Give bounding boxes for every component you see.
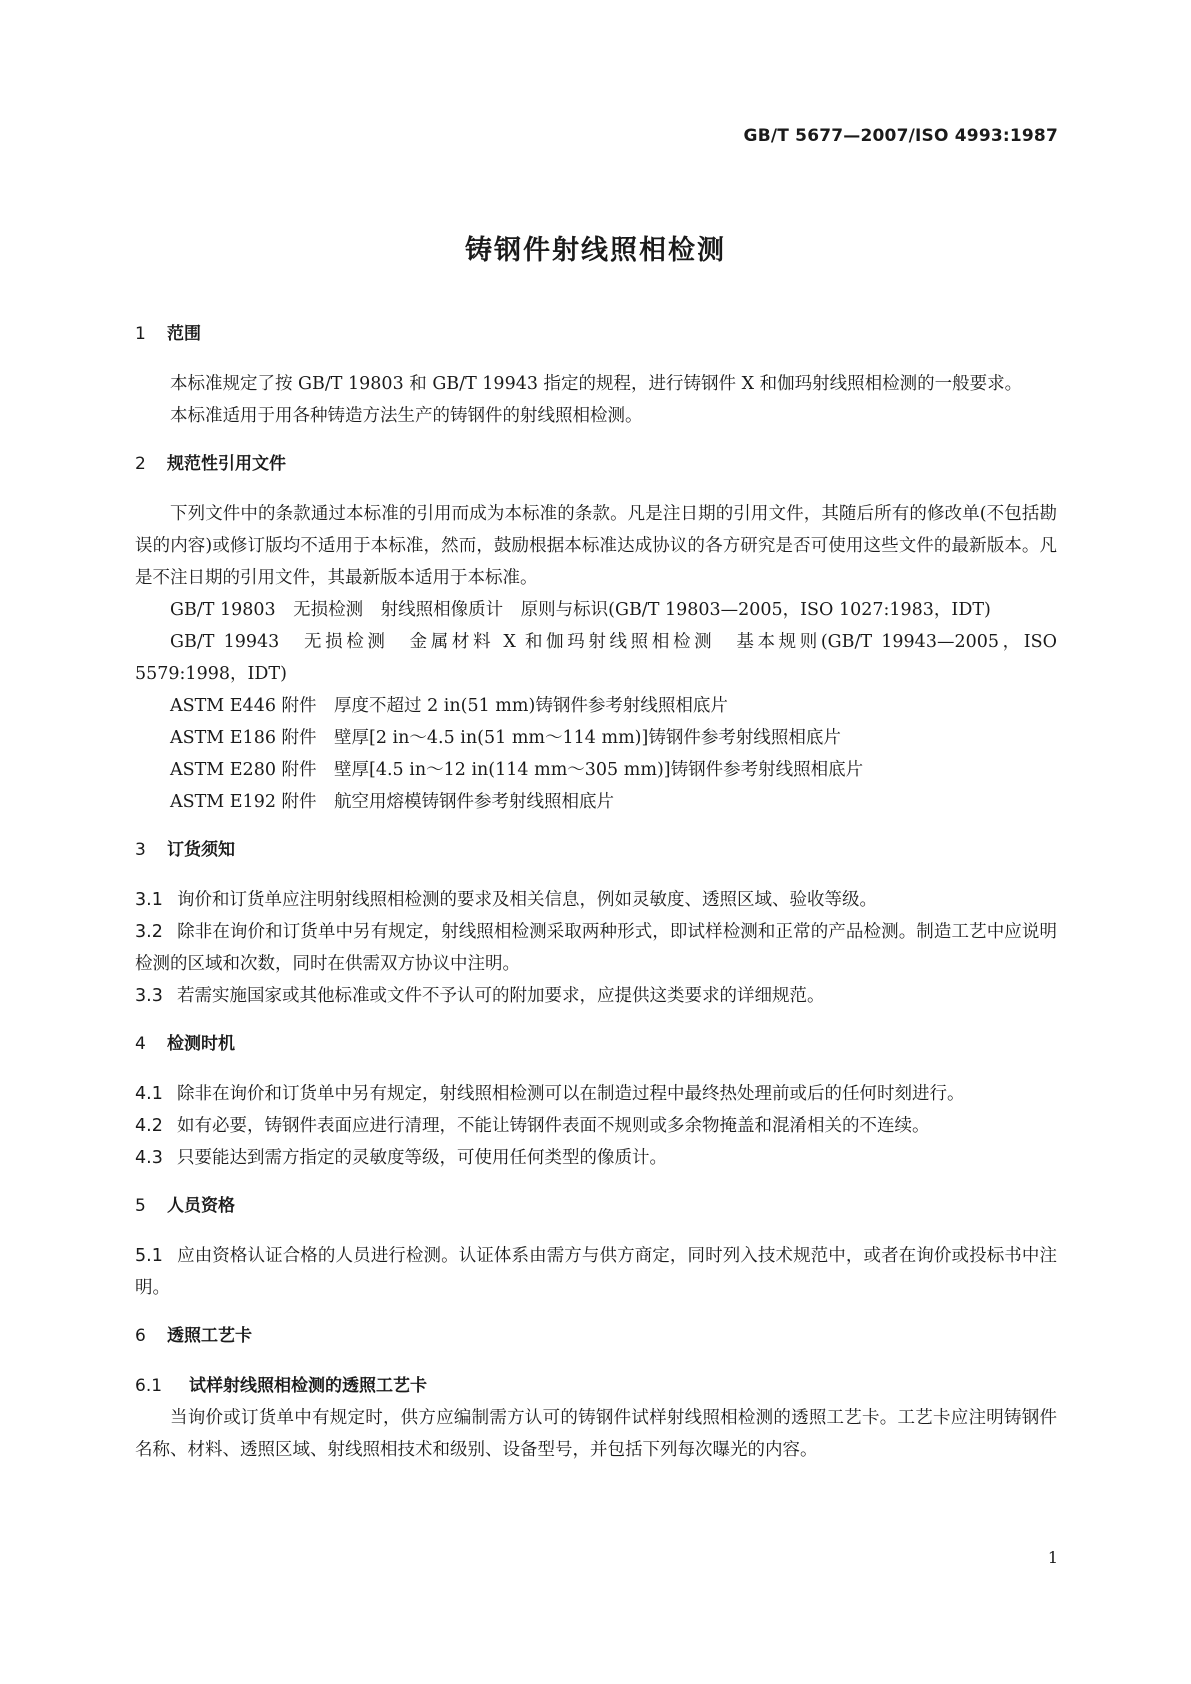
section-heading bbox=[135, 448, 1057, 480]
reference-entry: ASTM E186 附件 壁厚[2 in～4.5 in(51 mm～114 mm)]铸钢件参考射线照相底片 bbox=[170, 728, 841, 748]
clause-number: 5.1 bbox=[135, 1246, 163, 1266]
clause-number: 3.1 bbox=[135, 890, 163, 910]
section-number: 2 bbox=[135, 454, 146, 474]
reference-entry: ASTM E192 附件 航空用熔模铸钢件参考射线照相底片 bbox=[170, 792, 615, 812]
standard-number: GB/T 5677—2007/ISO 4993:1987 bbox=[743, 126, 1058, 146]
section-number: 6 bbox=[135, 1326, 146, 1346]
clause-text: 除非在询价和订货单中另有规定，射线照相检测可以在制造过程中最终热处理前或后的任何时刻进行。 bbox=[177, 1084, 965, 1104]
section-title: 检测时机 bbox=[167, 1034, 235, 1054]
document-body bbox=[135, 318, 1057, 1482]
section-heading bbox=[135, 1190, 1057, 1222]
section-inspection-timing bbox=[135, 1028, 1057, 1174]
clause bbox=[135, 980, 1057, 1012]
clause-text: 若需实施国家或其他标准或文件不予认可的附加要求，应提供这类要求的详细规范。 bbox=[177, 986, 825, 1006]
section-title: 人员资格 bbox=[167, 1196, 235, 1216]
section-title: 范围 bbox=[167, 324, 201, 344]
clause-text: 询价和订货单应注明射线照相检测的要求及相关信息，例如灵敏度、透照区域、验收等级。 bbox=[177, 890, 877, 910]
reference-entry: ASTM E446 附件 厚度不超过 2 in(51 mm)铸钢件参考射线照相底片 bbox=[170, 696, 728, 716]
clause bbox=[135, 1142, 1057, 1174]
section-heading bbox=[135, 1320, 1057, 1352]
paragraph: 本标准适用于用各种铸造方法生产的铸钢件的射线照相检测。 bbox=[170, 406, 643, 426]
clause-number: 4.2 bbox=[135, 1116, 163, 1136]
document-title: 铸钢件射线照相检测 bbox=[465, 235, 726, 266]
clause-number: 4.1 bbox=[135, 1084, 163, 1104]
subsection-number: 6.1 bbox=[135, 1376, 163, 1396]
clause-text: 应由资格认证合格的人员进行检测。认证体系由需方与供方商定，同时列入技术规范中，或者在询价或投标书中注明。 bbox=[135, 1246, 1057, 1298]
clause-number: 3.3 bbox=[135, 986, 163, 1006]
section-normative-references bbox=[135, 448, 1057, 818]
section-personnel-qualification bbox=[135, 1190, 1057, 1304]
section-heading bbox=[135, 1028, 1057, 1060]
reference-entry: GB/T 19943 无损检测 金属材料 X 和伽玛射线照相检测 基本规则(GB/T 19943—2005，ISO 5579:1998，IDT) bbox=[135, 632, 1057, 684]
clause bbox=[135, 1078, 1057, 1110]
section-exposure-procedure-card bbox=[135, 1320, 1057, 1466]
section-number: 3 bbox=[135, 840, 146, 860]
clause-text: 只要能达到需方指定的灵敏度等级，可使用任何类型的像质计。 bbox=[177, 1148, 667, 1168]
clause-text: 除非在询价和订货单中另有规定，射线照相检测采取两种形式，即试样检测和正常的产品检测。制造工艺中应说明检测的区域和次数，同时在供需双方协议中注明。 bbox=[135, 922, 1057, 974]
section-scope bbox=[135, 318, 1057, 432]
clause-text: 如有必要，铸钢件表面应进行清理，不能让铸钢件表面不规则或多余物掩盖和混淆相关的不连续。 bbox=[177, 1116, 930, 1136]
subsection-title: 试样射线照相检测的透照工艺卡 bbox=[189, 1376, 427, 1396]
clause bbox=[135, 884, 1057, 916]
section-title: 规范性引用文件 bbox=[167, 454, 286, 474]
page-number: 1 bbox=[1047, 1548, 1058, 1567]
section-number: 1 bbox=[135, 324, 146, 344]
reference-entry: ASTM E280 附件 壁厚[4.5 in～12 in(114 mm～305 mm)]铸钢件参考射线照相底片 bbox=[170, 760, 864, 780]
subsection-heading bbox=[135, 1370, 1057, 1402]
section-ordering-information bbox=[135, 834, 1057, 1012]
clause bbox=[135, 1240, 1057, 1304]
paragraph: 当询价或订货单中有规定时，供方应编制需方认可的铸钢件试样射线照相检测的透照工艺卡。工艺卡应注明铸钢件名称、材料、透照区域、射线照相技术和级别、设备型号，并包括下列每次曝光的内容。 bbox=[135, 1408, 1057, 1460]
clause bbox=[135, 1110, 1057, 1142]
reference-entry: GB/T 19803 无损检测 射线照相像质计 原则与标识(GB/T 19803—2005，ISO 1027:1983，IDT) bbox=[170, 600, 991, 620]
paragraph: 下列文件中的条款通过本标准的引用而成为本标准的条款。凡是注日期的引用文件，其随后所有的修改单(不包括勘误的内容)或修订版均不适用于本标准，然而，鼓励根据本标准达成协议的各方研究是否可使用这些文件的最新版本。凡是不注日期的引用文件，其最新版本适用于本标准。 bbox=[135, 504, 1057, 588]
section-number: 4 bbox=[135, 1034, 146, 1054]
section-number: 5 bbox=[135, 1196, 146, 1216]
paragraph: 本标准规定了按 GB/T 19803 和 GB/T 19943 指定的规程，进行铸钢件 X 和伽玛射线照相检测的一般要求。 bbox=[170, 374, 1023, 394]
clause-number: 3.2 bbox=[135, 922, 163, 942]
section-title: 订货须知 bbox=[167, 840, 235, 860]
clause-number: 4.3 bbox=[135, 1148, 163, 1168]
section-heading bbox=[135, 318, 1057, 350]
clause bbox=[135, 916, 1057, 980]
section-heading bbox=[135, 834, 1057, 866]
section-title: 透照工艺卡 bbox=[167, 1326, 252, 1346]
